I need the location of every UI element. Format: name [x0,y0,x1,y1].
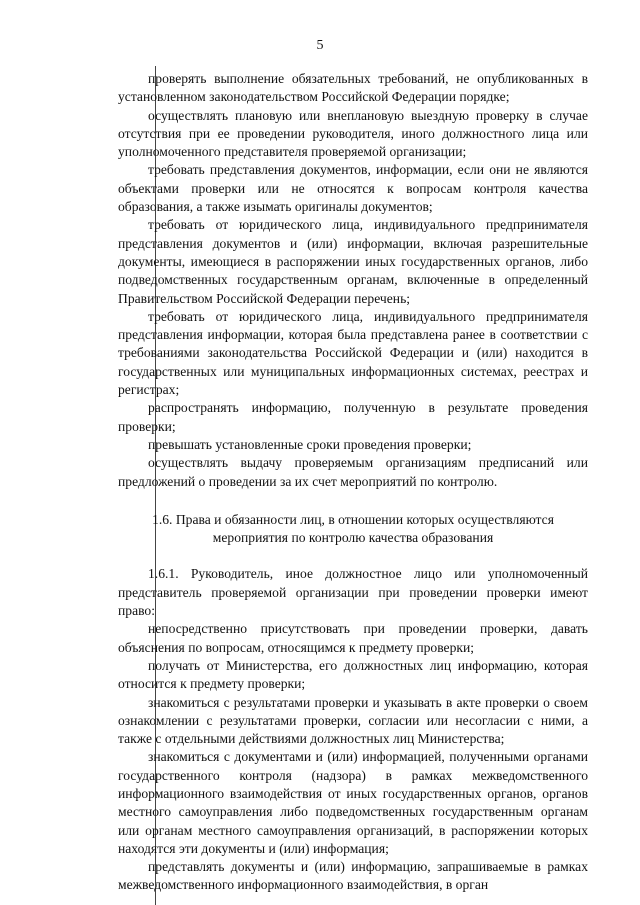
document-body [118,70,588,895]
paragraph: требовать от юридического лица, индивидуального предпринимателя представления информации, которая была представлена ранее в соответствии с требованиями законодательства Российской Федерации и (или) находится в государственных или муниципальных информационных системах, реестрах и регистрах; [118,308,588,398]
paragraph: осуществлять плановую или внеплановую выездную проверку в случае отсутствия при ее проведении руководителя, иного должностного лица или уполномоченного представителя проверяемой организации; [118,107,588,160]
paragraph: получать от Министерства, его должностных лиц информацию, которая относится к предмету проверки; [118,657,588,692]
paragraph: требовать представления документов, информации, если они не являются объектами проверки или не относятся к вопросам контроля качества образования, а также изымать оригиналы документов; [118,162,588,215]
paragraph: проверять выполнение обязательных требований, не опубликованных в установленном законодательством Российской Федерации порядке; [118,71,588,105]
paragraph: непосредственно присутствовать при проведении проверки, давать объяснения по вопросам, относящимся к предмету проверки; [118,621,588,655]
paragraph: распространять информацию, полученную в результате проведения проверки; [118,400,588,434]
page-number: 5 [316,38,324,53]
paragraph: знакомиться с документами и (или) информацией, полученными органами государственного контроля (надзора) в рамках межведомственного информационного взаимодействия от иных государственных органов, органов местного самоуправления либо подведомственных государственным органам или органам местного самоуправления организаций, в распоряжении которых находятся эти документы и (или) информация; [118,749,588,856]
paragraph: представлять документы и (или) информацию, запрашиваемые в рамках межведомственного информационного взаимодействия, в орган [118,859,588,893]
paragraph: превышать установленные сроки проведения проверки; [148,436,472,452]
paragraph: осуществлять выдачу проверяемым организациям предписаний или предложений о проведении за их счет мероприятий по контролю. [118,455,588,489]
paragraph: требовать от юридического лица, индивидуального предпринимателя представления документов и (или) информации, включая разрешительные документы, имеющиеся в распоряжении иных государственных органов, либо подведомственных государственным органам, включенные в определенный Правительством Российской Федерации перечень; [118,217,588,306]
section-heading: 1.6. Права и обязанности лиц, в отношении которых осуществляются мероприятия по контролю качества образования [152,511,554,546]
paragraph: 1.6.1. Руководитель, иное должностное лицо или уполномоченный представитель проверяемой организации при проведении проверки имеют право: [118,566,588,619]
paragraph: знакомиться с результатами проверки и указывать в акте проверки о своем ознакомлении с результатами проверки, согласии или несогласии с ними, а также с отдельными действиями должностных лиц Министерства; [118,694,588,747]
